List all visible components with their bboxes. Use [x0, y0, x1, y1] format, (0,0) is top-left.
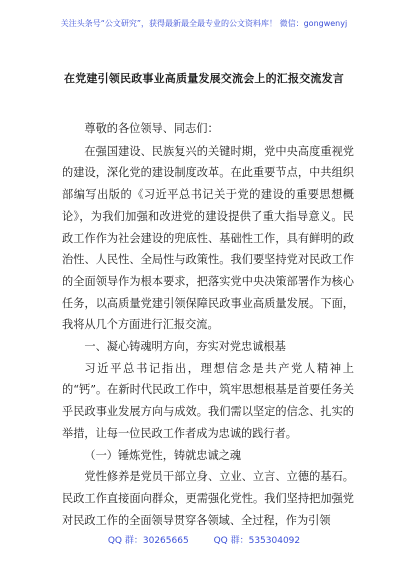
subsection-heading-1: （一）锤炼党性，铸就忠诚之魂: [84, 448, 242, 462]
salutation: 尊敬的各位领导、同志们：: [84, 122, 219, 135]
body-paragraph: 习近平总书记指出，理想信念是共产党人精神上的“钙”。在新时代民政工作中，筑牢思想根基是首要任务关乎民政事业发展方向与成效。我们需以坚定的信念、扎实的举措，让每一位民政工作者成为忠诚的践行者。: [62, 361, 354, 440]
body-paragraph: 党性修养是党员干部立身、立业、立言、立德的基石。民政工作直接面向群众，更需强化党性。我们坚持把加强党对民政工作的全面领导贯穿各领域、全过程，作为引领: [62, 470, 354, 527]
qq-group-1: QQ 群：30265665: [107, 536, 189, 546]
document-body: [62, 118, 354, 531]
qq-group-2: QQ 群：535304092: [213, 536, 301, 546]
header-promo-note: 关注头条号“公文研究”，获得最新最全最专业的公文资料库！ 微信：gongwenyj: [60, 19, 348, 28]
document-title: 在党建引领民政事业高质量发展交流会上的汇报交流发言: [64, 72, 344, 85]
footer-qq-groups: [0, 533, 408, 546]
section-heading-1: 一、凝心铸魂明方向，夯实对党忠诚根基: [84, 340, 286, 354]
intro-paragraph: 在强国建设、民族复兴的关键时期，党中央高度重视党的建设，深化党的建设制度改革。在此重要节点，中共组织部编写出版的《习近平总书记关于党的建设的重要思想概论》，为我们加强和改进党的建设提供了重大指导意义。民政工作作为社会建设的兜底性、基础性工作，具有鲜明的政治性、人民性、全局性与政策性。我们要坚持党对民政工作的全面领导作为根本要求，把落实党中央决策部署作为核心任务，以高质量党建引领保障民政事业高质量发展。下面，我将从几个方面进行汇报交流。: [62, 144, 354, 332]
